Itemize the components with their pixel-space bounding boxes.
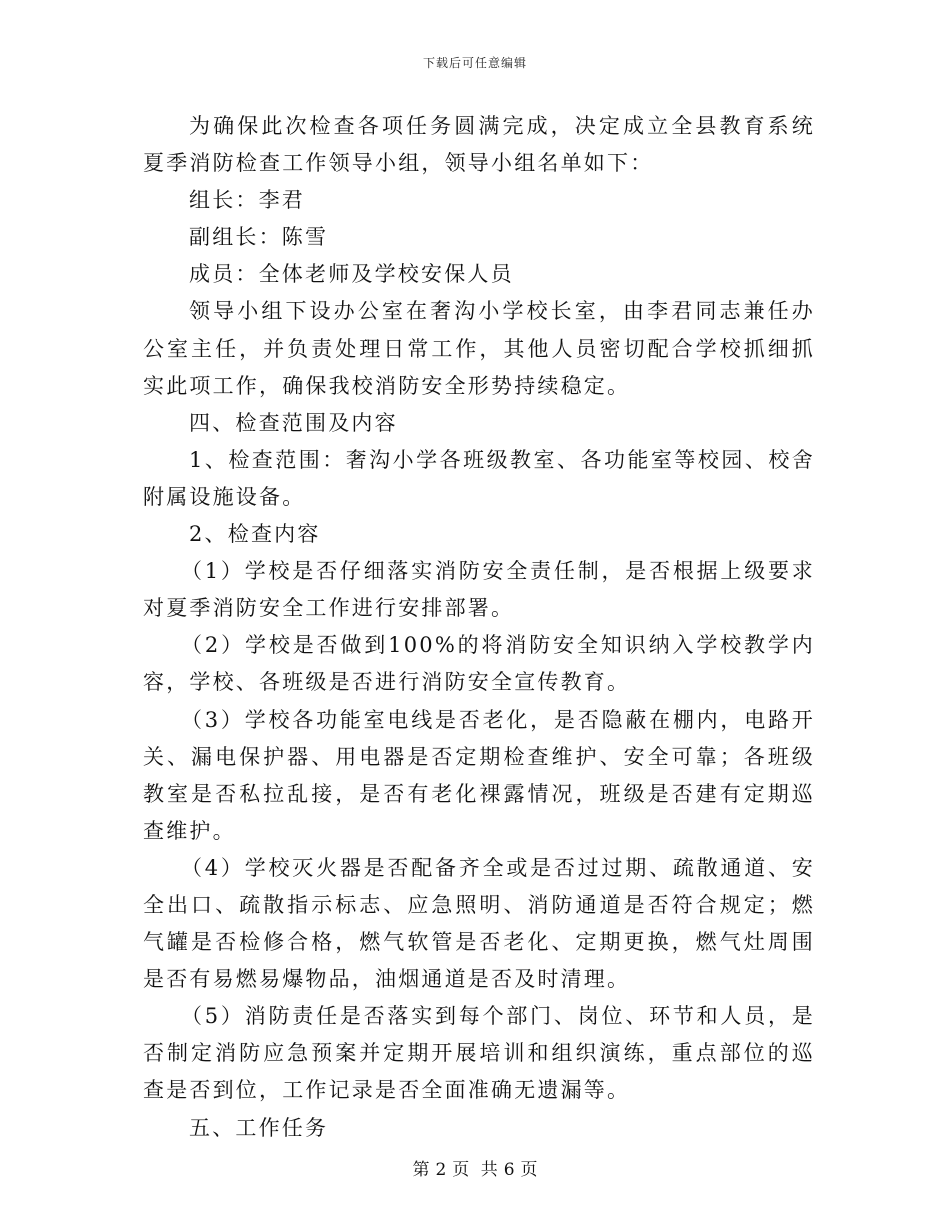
- paragraph-intro: 为确保此次检查各项任务圆满完成，决定成立全县教育系统夏季消防检查工作领导小组，领导小组名单如下：: [143, 114, 815, 176]
- paragraph-item-2: （2）学校是否做到100%的将消防安全知识纳入学校教学内容，学校、各班级是否进行消防安全宣传教育。: [143, 633, 815, 695]
- paragraph-office: 领导小组下设办公室在奢沟小学校长室，由李君同志兼任办公室主任，并负责处理日常工作，其他人员密切配合学校抓细抓实此项工作，确保我校消防安全形势持续稳定。: [143, 299, 815, 398]
- section-heading-5: 五、工作任务: [189, 1115, 329, 1140]
- page-header: 下载后可任意编辑: [422, 56, 527, 70]
- footer-prefix: 第: [412, 1160, 430, 1180]
- paragraph-scope: 1、检查范围：奢沟小学各班级教室、各功能室等校园、校舍附属设施设备。: [143, 447, 815, 509]
- current-page-number: 2: [435, 1160, 447, 1180]
- page-footer: [0, 1155, 950, 1180]
- document-body: [143, 108, 815, 1147]
- section-heading-4: 四、检查范围及内容: [189, 410, 398, 435]
- paragraph-item-4: （4）学校灭火器是否配备齐全或是否过过期、疏散通道、安全出口、疏散指示标志、应急照明、消防通道是否符合规定；燃气罐是否检修合格，燃气软管是否老化、定期更换，燃气灶周围是否有易燃易爆物品，油烟通道是否及时清理。: [143, 855, 815, 992]
- paragraph-deputy-leader: 副组长：陈雪: [189, 225, 329, 250]
- paragraph-members: 成员：全体老师及学校安保人员: [189, 262, 514, 287]
- total-page-count: 6: [503, 1160, 515, 1180]
- paragraph-item-3: （3）学校各功能室电线是否老化，是否隐蔽在棚内，电路开关、漏电保护器、用电器是否定期检查维护、安全可靠；各班级教室是否私拉乱接，是否有老化裸露情况，班级是否建有定期巡查维护。: [143, 707, 815, 843]
- paragraph-item-5: （5）消防责任是否落实到每个部门、岗位、环节和人员，是否制定消防应急预案并定期开展培训和组织演练，重点部位的巡查是否到位，工作记录是否全面准确无遗漏等。: [143, 1004, 815, 1103]
- paragraph-content-heading: 2、检查内容: [189, 522, 321, 547]
- footer-middle: 页 共: [452, 1160, 498, 1180]
- footer-suffix: 页: [520, 1160, 538, 1180]
- paragraph-item-1: （1）学校是否仔细落实消防安全责任制，是否根据上级要求对夏季消防安全工作进行安排部署。: [143, 559, 815, 621]
- paragraph-leader: 组长：李君: [189, 188, 305, 213]
